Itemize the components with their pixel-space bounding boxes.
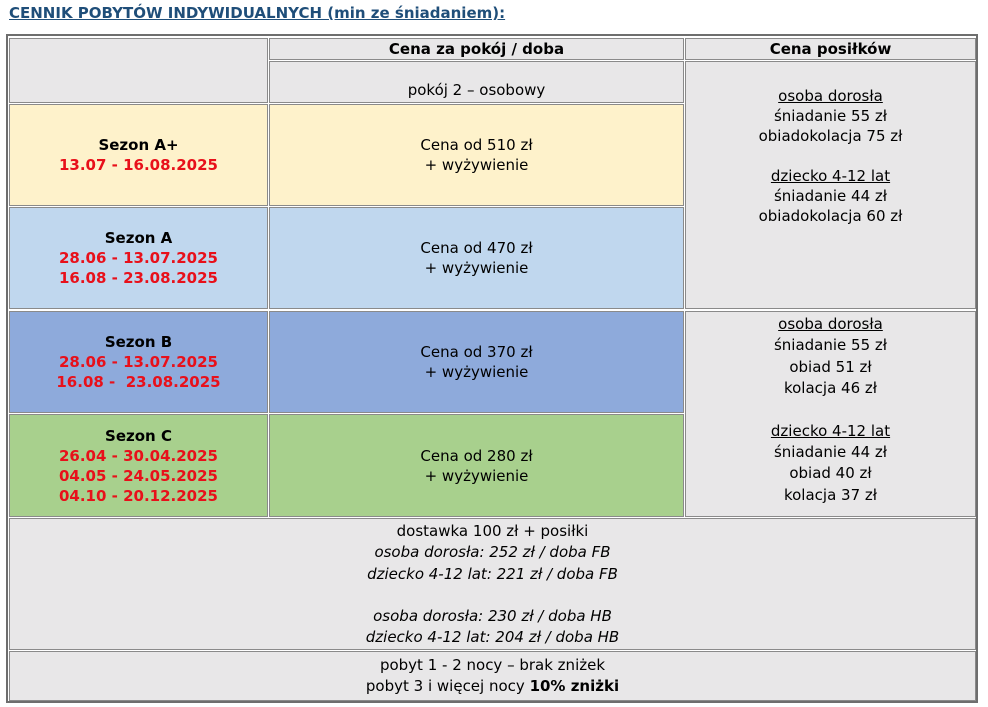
season-dates: 16.08 - 23.08.2025 (56, 373, 221, 391)
season-dates: 13.07 - 16.08.2025 (58, 156, 218, 174)
fb-child: dziecko 4-12 lat: 221 zł / doba FB (367, 564, 618, 583)
season-c (9, 414, 268, 517)
season-dates: 04.10 - 20.12.2025 (58, 486, 218, 505)
board-text: + wyżywienie (424, 363, 529, 381)
adult-label: osoba dorosła (778, 315, 883, 333)
meal-item: obiad 40 zł (789, 464, 872, 483)
season-a-plus (9, 104, 268, 206)
extra-bed-line: dostawka 100 zł + posiłki (396, 522, 589, 540)
season-name: Sezon A+ (98, 136, 179, 154)
price-text: Cena od 510 zł (420, 136, 533, 154)
discount-value: 10% zniżki (529, 677, 620, 695)
room-type: pokój 2 – osobowy (269, 61, 684, 103)
page-title: CENNIK POBYTÓW INDYWIDUALNYCH (min ze śniadaniem): (9, 4, 506, 22)
child-label: dziecko 4-12 lat (770, 167, 891, 185)
discounts-section (9, 651, 976, 701)
season-name: Sezon C (105, 426, 172, 445)
price-text: Cena od 370 zł (420, 343, 533, 361)
season-c-price (269, 414, 684, 517)
board-text: + wyżywienie (424, 156, 529, 174)
season-dates: 28.06 - 13.07.2025 (58, 249, 218, 267)
season-dates: 04.05 - 24.05.2025 (58, 466, 218, 485)
corner-cell (9, 38, 268, 103)
adult-label: osoba dorosła (778, 87, 883, 105)
season-dates: 28.06 - 13.07.2025 (58, 353, 218, 371)
child-label: dziecko 4-12 lat (770, 421, 891, 440)
season-name: Sezon B (104, 333, 173, 351)
meal-item: obiadokolacja 60 zł (758, 207, 903, 225)
price-text: Cena od 280 zł (420, 446, 533, 465)
discount-line-2 (366, 676, 619, 697)
meal-item: śniadanie 55 zł (773, 336, 888, 355)
meals-low-season (685, 311, 976, 517)
season-a-plus-price (269, 104, 684, 206)
meal-item: kolacja 37 zł (783, 485, 878, 504)
meal-item: kolacja 46 zł (783, 379, 878, 398)
season-name: Sezon A (104, 229, 173, 247)
board-text: + wyżywienie (424, 259, 529, 277)
hb-child: dziecko 4-12 lat: 204 zł / doba HB (365, 628, 620, 647)
season-b (9, 311, 268, 413)
season-dates: 26.04 - 30.04.2025 (58, 446, 218, 465)
meal-item: obiad 51 zł (789, 357, 872, 376)
meal-item: śniadanie 44 zł (773, 443, 888, 462)
price-text: Cena od 470 zł (420, 239, 533, 257)
discount-text: pobyt 3 i więcej nocy (365, 677, 530, 695)
season-b-price (269, 311, 684, 413)
header-meal-price: Cena posiłków (685, 38, 976, 60)
discount-line-1: pobyt 1 - 2 nocy – brak zniżek (379, 656, 606, 674)
meal-item: obiadokolacja 75 zł (758, 127, 903, 145)
hb-adult: osoba dorosła: 230 zł / doba HB (373, 606, 612, 625)
header-room-price: Cena za pokój / doba (269, 38, 684, 60)
season-a-price (269, 207, 684, 309)
season-dates: 16.08 - 23.08.2025 (58, 269, 218, 287)
board-text: + wyżywienie (424, 466, 529, 485)
extra-bed-section (9, 518, 976, 650)
meal-item: śniadanie 44 zł (773, 187, 888, 205)
fb-adult: osoba dorosła: 252 zł / doba FB (374, 543, 611, 562)
meals-high-season (685, 61, 976, 309)
season-a (9, 207, 268, 309)
meal-item: śniadanie 55 zł (773, 107, 888, 125)
